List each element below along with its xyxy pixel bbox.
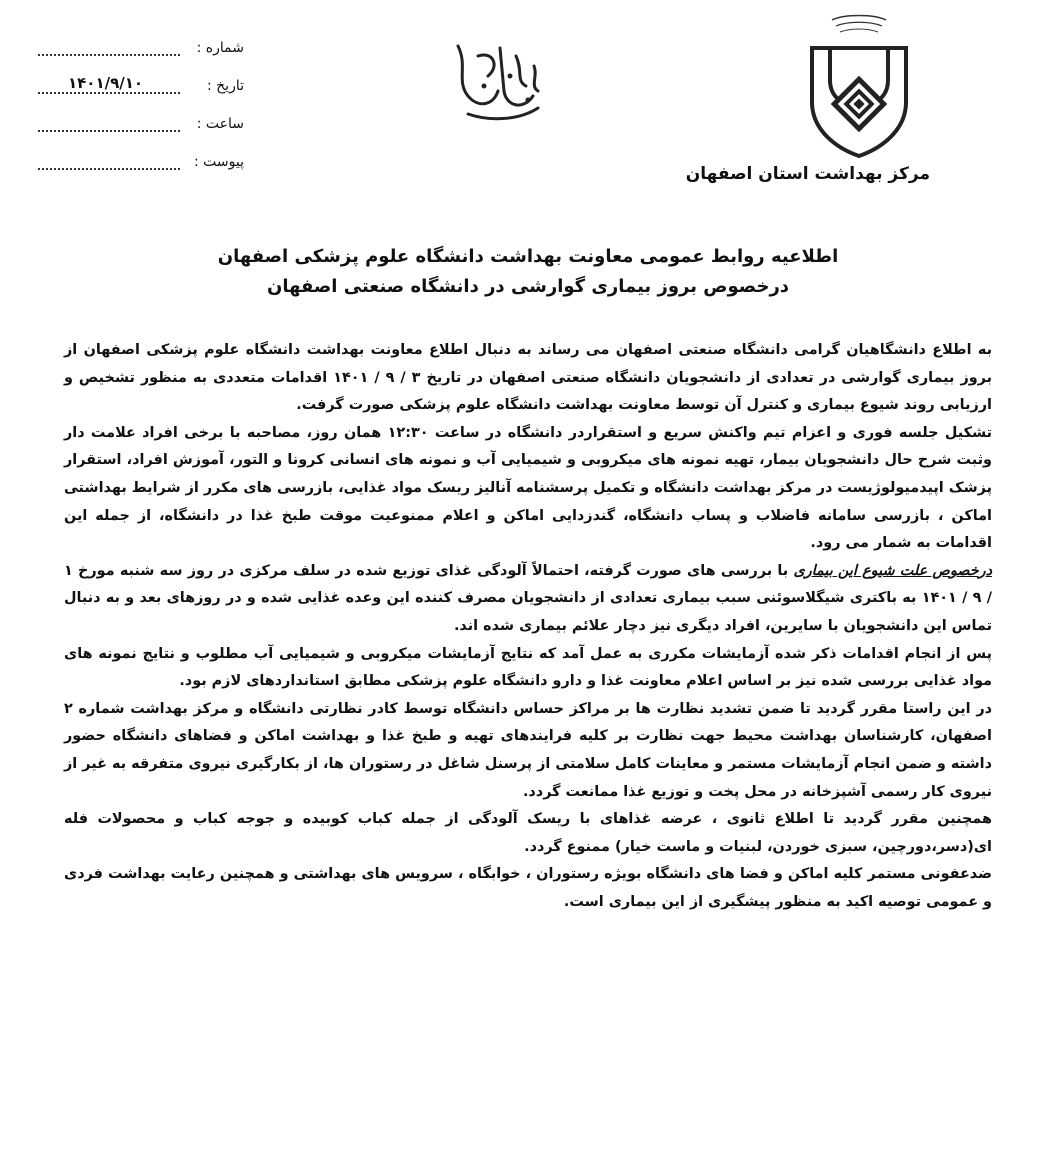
- meta-date: [34, 56, 244, 94]
- paragraph-3: [64, 558, 992, 641]
- paragraph-5: در این راستا مقرر گردید تا ضمن تشدید نظارت ها بر مراکز حساس دانشگاه توسط کادر نظارتی دانشگاه و مرکز بهداشت شماره ۲ اصفهان، کارشناسان بهداشت محیط جهت نظارت بر کلیه فرایندهای تهیه و طبخ غذا و بهداشت اماکن و فضاهای دانشگاه حضور داشته و ضمن انجام آزمایشات مستمر و معاینات کامل سلامتی از پرسنل شاغل در رستوران ها، از بکارگیری نیروی متفرقه به غیر از نیروی کار رسمی آشپزخانه در محل پخت و توزیع غذا ممانعت گردد.: [64, 700, 992, 800]
- meta-number: [34, 18, 244, 56]
- meta-date-label: تاریخ :: [206, 78, 244, 94]
- meta-attachment: [34, 132, 244, 170]
- paragraph-1: به اطلاع دانشگاهیان گرامی دانشگاه صنعتی اصفهان می رساند به دنبال اطلاع معاونت بهداشت دانشگاه علوم پزشکی اصفهان از بروز بیماری گوارشی در تعدادی از دانشجویان دانشگاه صنعتی اصفهان در تاریخ ۳ / ۹ / ۱۴۰۱ اقدامات متعددی به منظور تشخیص و ارزیابی روند شیوع بیماری و کنترل آن توسط معاونت بهداشت دانشگاه علوم پزشکی صورت گرفت.: [64, 342, 993, 414]
- paragraph-7: ضدعفونی مستمر کلیه اماکن و فضا های دانشگاه بویژه رستوران ، خوابگاه ، سرویس های بهداشتی و همچنین رعایت بهداشت فردی و عمومی توصیه اکید به منظور پیشگیری از این بیماری است.: [64, 866, 992, 910]
- letter-meta: [34, 18, 244, 170]
- organization-name: مرکز بهداشت استان اصفهان: [685, 164, 930, 184]
- bismillah-calligraphy-icon: [438, 36, 558, 126]
- paragraph-4: پس از انجام اقدامات ذکر شده آزمایشات مکرری به عمل آمد که نتایج آزمایشات میکروبی و شیمیایی آب مطلوب و نتایج نمونه های مواد غذایی بررسی شده نیز بر اساس اعلام معاونت غذا و دارو دانشگاه علوم پزشکی مطابق استانداردهای لازم بود.: [64, 645, 992, 690]
- meta-number-label: شماره :: [196, 40, 244, 56]
- meta-time-value: [38, 112, 180, 132]
- announcement-title: [60, 242, 996, 302]
- meta-time-label: ساعت :: [196, 116, 244, 132]
- paragraph-6: همچنین مقرر گردید تا اطلاع ثانوی ، عرضه غذاهای با ریسک آلودگی از جمله کباب کوبیده و جوجه کباب و محصولات فله ای(دسر،دورچین، سبزی خوردن، لبنیات و ماست خیار) ممنوع گردد.: [64, 811, 992, 855]
- university-emblem-icon: [804, 10, 914, 160]
- meta-number-value: [38, 36, 180, 56]
- meta-date-text: ۱۴۰۱/۹/۱۰: [68, 74, 144, 92]
- title-line-1: اطلاعیه روابط عمومی معاونت بهداشت دانشگاه علوم پزشکی اصفهان: [217, 246, 839, 267]
- paragraph-3-text: با بررسی های صورت گرفته، احتمالاً آلودگی غذای توزیع شده در سلف مرکزی در روز سه شنبه مورخ ۱ / ۹ / ۱۴۰۱ به باکتری شیگلاسوئنی سبب بیماری تعدادی از دانشجویان مصرف کننده این وعده غذایی شده و در روزهای بعد و به دنبال تماس این دانشجویان با سایرین، افراد دیگری نیز دچار علائم بیماری شده اند.: [64, 562, 992, 634]
- meta-date-value: [38, 74, 180, 94]
- meta-attachment-label: پیوست :: [194, 154, 244, 170]
- meta-time: [34, 94, 244, 132]
- paragraph-3-lead: درخصوص علت شیوع این بیماری: [793, 562, 993, 579]
- announcement-body: [64, 337, 992, 916]
- meta-attachment-value: [38, 150, 180, 170]
- paragraph-2: تشکیل جلسه فوری و اعزام تیم واکنش سریع و استقراردر دانشگاه در ساعت ۱۲:۳۰ همان روز، مصاحبه با برخی افراد علامت دار وثبت شرح حال دانشجویان بیمار، تهیه نمونه های میکروبی و شیمیایی آب و نمونه های انسانی کرونا و التور، آموزش افراد، استقرار پزشک اپیدمیولوژیست در مرکز بهداشت دانشگاه و تکمیل پرسشنامه آنالیز ریسک مواد غذایی، بازرسی های مکرر از شرایط بهداشتی اماکن ، بازرسی سامانه فاضلاب و پساب دانشگاه، گندزدایی اماکن و اعلام ممنوعیت موقت طبخ غذا در دانشگاه، از جمله این اقدامات به شمار می رود.: [64, 424, 992, 552]
- title-line-2: درخصوص بروز بیماری گوارشی در دانشگاه صنعتی اصفهان: [266, 276, 790, 297]
